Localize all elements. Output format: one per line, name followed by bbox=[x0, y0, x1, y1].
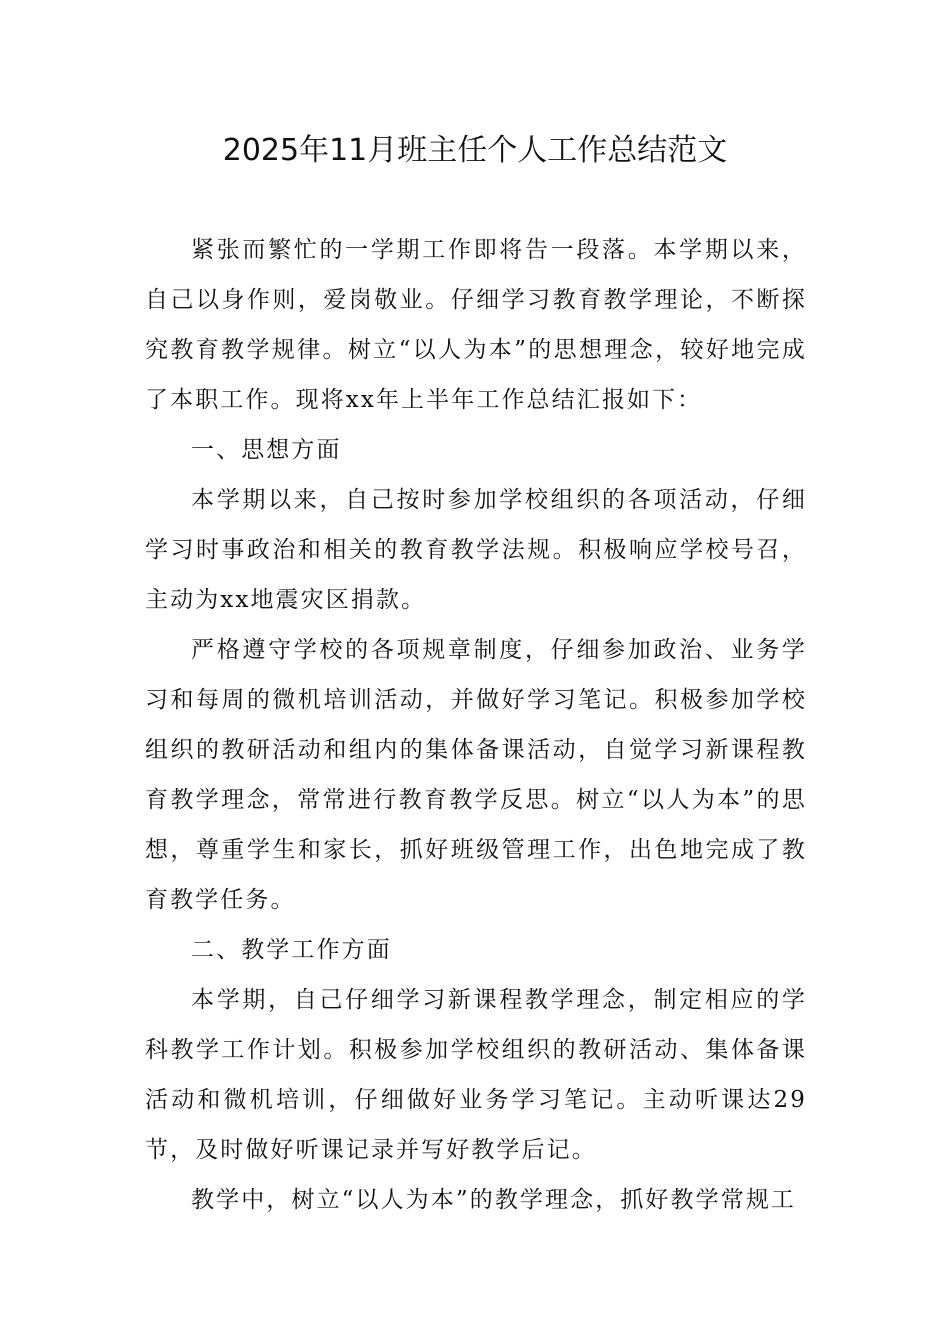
paragraph-intro: 紧张而繁忙的一学期工作即将告一段落。本学期以来，自己以身作则，爱岗敬业。仔细学习教育教学理论，不断探究教育教学规律。树立“以人为本”的思想理念，较好地完成了本职工作。现将xx年上半年工作总结汇报如下： bbox=[145, 237, 807, 413]
section-heading-teaching: 二、教学工作方面 bbox=[191, 937, 392, 963]
paragraph-ideology-2: 严格遵守学校的各项规章制度，仔细参加政治、业务学习和每周的微机培训活动，并做好学习笔记。积极参加学校组织的教研活动和组内的集体备课活动，自觉学习新课程教育教学理念，常常进行教育教学反思。树立“以人为本”的思想，尊重学生和家长，抓好班级管理工作，出色地完成了教育教学任务。 bbox=[145, 637, 807, 913]
paragraph-ideology-1: 本学期以来，自己按时参加学校组织的各项活动，仔细学习时事政治和相关的教育教学法规。积极响应学校号召，主动为xx地震灾区捐款。 bbox=[145, 487, 807, 613]
document-title: 2025年11月班主任个人工作总结范文 bbox=[222, 133, 728, 168]
document-body bbox=[145, 225, 807, 1225]
section-heading-ideology: 一、思想方面 bbox=[191, 437, 342, 463]
paragraph-teaching-1: 本学期，自己仔细学习新课程教学理念，制定相应的学科教学工作计划。积极参加学校组织的教研活动、集体备课活动和微机培训，仔细做好业务学习笔记。主动听课达29节，及时做好听课记录并写好教学后记。 bbox=[145, 987, 807, 1163]
paragraph-teaching-2: 教学中，树立“以人为本”的教学理念，抓好教学常规工 bbox=[191, 1187, 797, 1213]
